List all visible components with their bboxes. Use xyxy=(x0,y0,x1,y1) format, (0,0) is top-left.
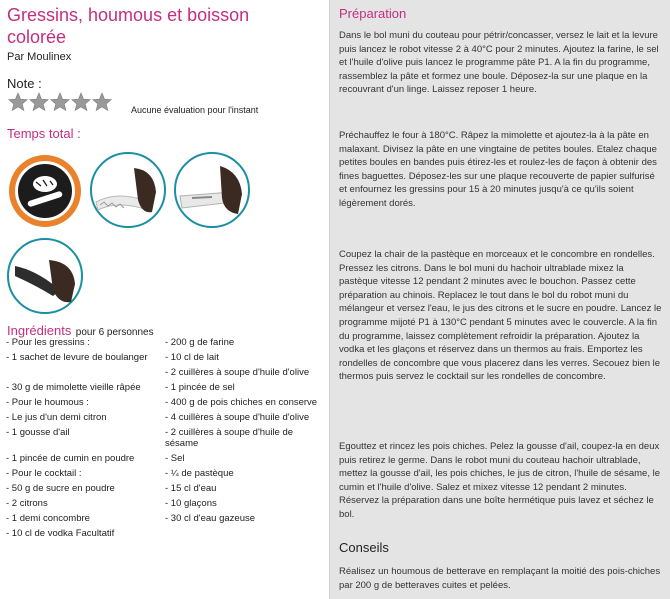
ingredient-item: - 10 cl de vodka Facultatif xyxy=(6,528,115,539)
ingredient-row xyxy=(6,498,324,509)
ingredient-row xyxy=(6,528,324,539)
ingredient-row xyxy=(6,427,324,449)
star-icon[interactable] xyxy=(71,92,91,112)
ingredient-item: - 10 glaçons xyxy=(165,498,217,509)
ingredient-row xyxy=(6,483,324,494)
total-time-label: Temps total : xyxy=(7,126,81,141)
preparation-step: Egouttez et rincez les pois chiches. Pelez la gousse d'ail, coupez-la en deux puis retirez le germe. Dans le robot muni du couteau hachoir ultrablade, mettez la gousse d'ail, les pois chiches, le jus de citron, l'huile de sésame, le cumin et l'huile d'olive. Salez et mixez vitesse 12 pendant 2 minutes. Réservez la préparation dans une boîte hermétique puis lavez et séchez le bol. xyxy=(339,441,660,520)
ingredients-label: Ingrédients xyxy=(7,323,72,338)
recipe-summary-panel xyxy=(0,0,328,599)
preparation-step: Dans le bol muni du couteau pour pétrir/concasser, versez le lait et la levure puis lancez le robot vitesse 2 à 40°C pour 2 minutes. Ajoutez la farine, le sel et l'huile d'olive puis lancez le programme pâte P1. A la fin du programme, rassemblez la pâte et formez une boule. Déposez-la sur une plaque en la recouvrant d'un linge. Laissez reposer 1 heure. xyxy=(339,30,659,96)
ingredient-item: - 50 g de sucre en poudre xyxy=(6,483,115,494)
ingredient-item: - Pour le houmous : xyxy=(6,397,89,408)
ingredient-item: - 10 cl de lait xyxy=(165,352,219,363)
preparation-panel xyxy=(329,0,670,599)
ingredient-row xyxy=(6,397,324,408)
rating-stars[interactable] xyxy=(8,92,112,112)
ingredient-item: - Le jus d'un demi citron xyxy=(6,412,107,423)
ingredient-row xyxy=(6,337,324,348)
ingredient-item: - 1 pincée de sel xyxy=(165,382,235,393)
kneading-blade-icon xyxy=(172,150,252,230)
mixer-blade-icon xyxy=(5,236,85,316)
ingredient-item: - 1 demi concombre xyxy=(6,513,90,524)
ingredient-item: - 2 citrons xyxy=(6,498,48,509)
star-icon[interactable] xyxy=(29,92,49,112)
ingredient-item: - 30 cl d'eau gazeuse xyxy=(165,513,256,524)
ingredient-item: - Pour les gressins : xyxy=(6,337,90,348)
ultrablade-knife-icon xyxy=(88,150,168,230)
ingredient-item: - 30 g de mimolette vieille râpée xyxy=(6,382,141,393)
ingredient-row xyxy=(6,412,324,423)
ingredient-item: - 1 sachet de levure de boulanger xyxy=(6,352,148,363)
servings-text: pour 6 personnes xyxy=(75,327,154,338)
star-icon[interactable] xyxy=(8,92,28,112)
recipe-author: Par Moulinex xyxy=(7,51,72,63)
ingredient-item: - 400 g de pois chiches en conserve xyxy=(165,397,318,408)
star-icon[interactable] xyxy=(92,92,112,112)
ingredient-item: - 200 g de farine xyxy=(165,337,235,348)
ingredient-item: - Pour le cocktail : xyxy=(6,468,82,479)
ingredient-item: - ¼ de pastèque xyxy=(165,468,234,479)
ingredient-item xyxy=(6,367,165,378)
recipe-title: Gressins, houmous et boisson colorée xyxy=(7,5,250,47)
ingredient-item: - 15 cl d'eau xyxy=(165,483,217,494)
rating-status-text: Aucune évaluation pour l'instant xyxy=(131,105,259,115)
dough-program-icon xyxy=(5,151,85,231)
ingredient-row xyxy=(6,468,324,479)
ingredient-item: - 1 pincée de cumin en poudre xyxy=(6,453,135,464)
tips-text: Réalisez un houmous de betterave en remplaçant la moitié des pois-chiches par 200 g de betteraves cuites et pelées. xyxy=(339,566,661,591)
ingredient-row xyxy=(6,352,324,363)
ingredient-item xyxy=(165,528,324,539)
ingredient-item: - 2 cuillères à soupe d'huile de sésame xyxy=(165,427,294,449)
ingredient-row xyxy=(6,367,324,378)
preparation-step: Coupez la chair de la pastèque en morceaux et le concombre en rondelles. Pressez les citrons. Dans le bol muni du hachoir ultrablade mixez la pastèque vitesse 12 pendant 2 minutes avec le bouchon. Passez cette préparation au chinois. Replacez le tout dans le bol du robot muni du mélangeur et versez l'eau, le jus des citrons et le sucre en poudre. Lancez le programme mijoté P1 à 130°C pendant 5 minutes avec le couvercle. A la fin du programme, laissez complètement refroidir la préparation. Ajoutez la vodka et les glaçons et réservez dans un thermos au frais. Emportez les rondelles de concombre que vous placerez dans les verres. Secouez bien le thermos puis servez le cocktail sur les rondelles de concombre. xyxy=(339,249,662,383)
ingredient-item: - 4 cuillères à soupe d'huile d'olive xyxy=(165,412,310,423)
ingredient-item: - 2 cuillères à soupe d'huile d'olive xyxy=(165,367,310,378)
star-icon[interactable] xyxy=(50,92,70,112)
ingredient-item: - 1 gousse d'ail xyxy=(6,427,70,438)
preparation-step: Préchauffez le four à 180°C. Râpez la mimolette et ajoutez-la à la pâte en malaxant. Divisez la pâte en une vingtaine de petites boules. Etalez chaque petites boules en bandes puis étirez-les et roulez-les de façon à obtenir des fines baguettes. Déposez-les sur une plaque recouverte de papier sulfurisé et enfournez les gressins pour 15 à 20 minutes jusqu'à ce qu'ils soient légèrement dorés. xyxy=(339,130,657,209)
ingredient-row xyxy=(6,382,324,393)
ingredient-item: - Sel xyxy=(165,453,185,464)
ingredients-list xyxy=(6,337,324,543)
preparation-title: Préparation xyxy=(339,6,407,21)
ingredient-row xyxy=(6,453,324,464)
ingredient-row xyxy=(6,513,324,524)
rating-label: Note : xyxy=(7,76,42,91)
tips-title: Conseils xyxy=(339,540,389,555)
